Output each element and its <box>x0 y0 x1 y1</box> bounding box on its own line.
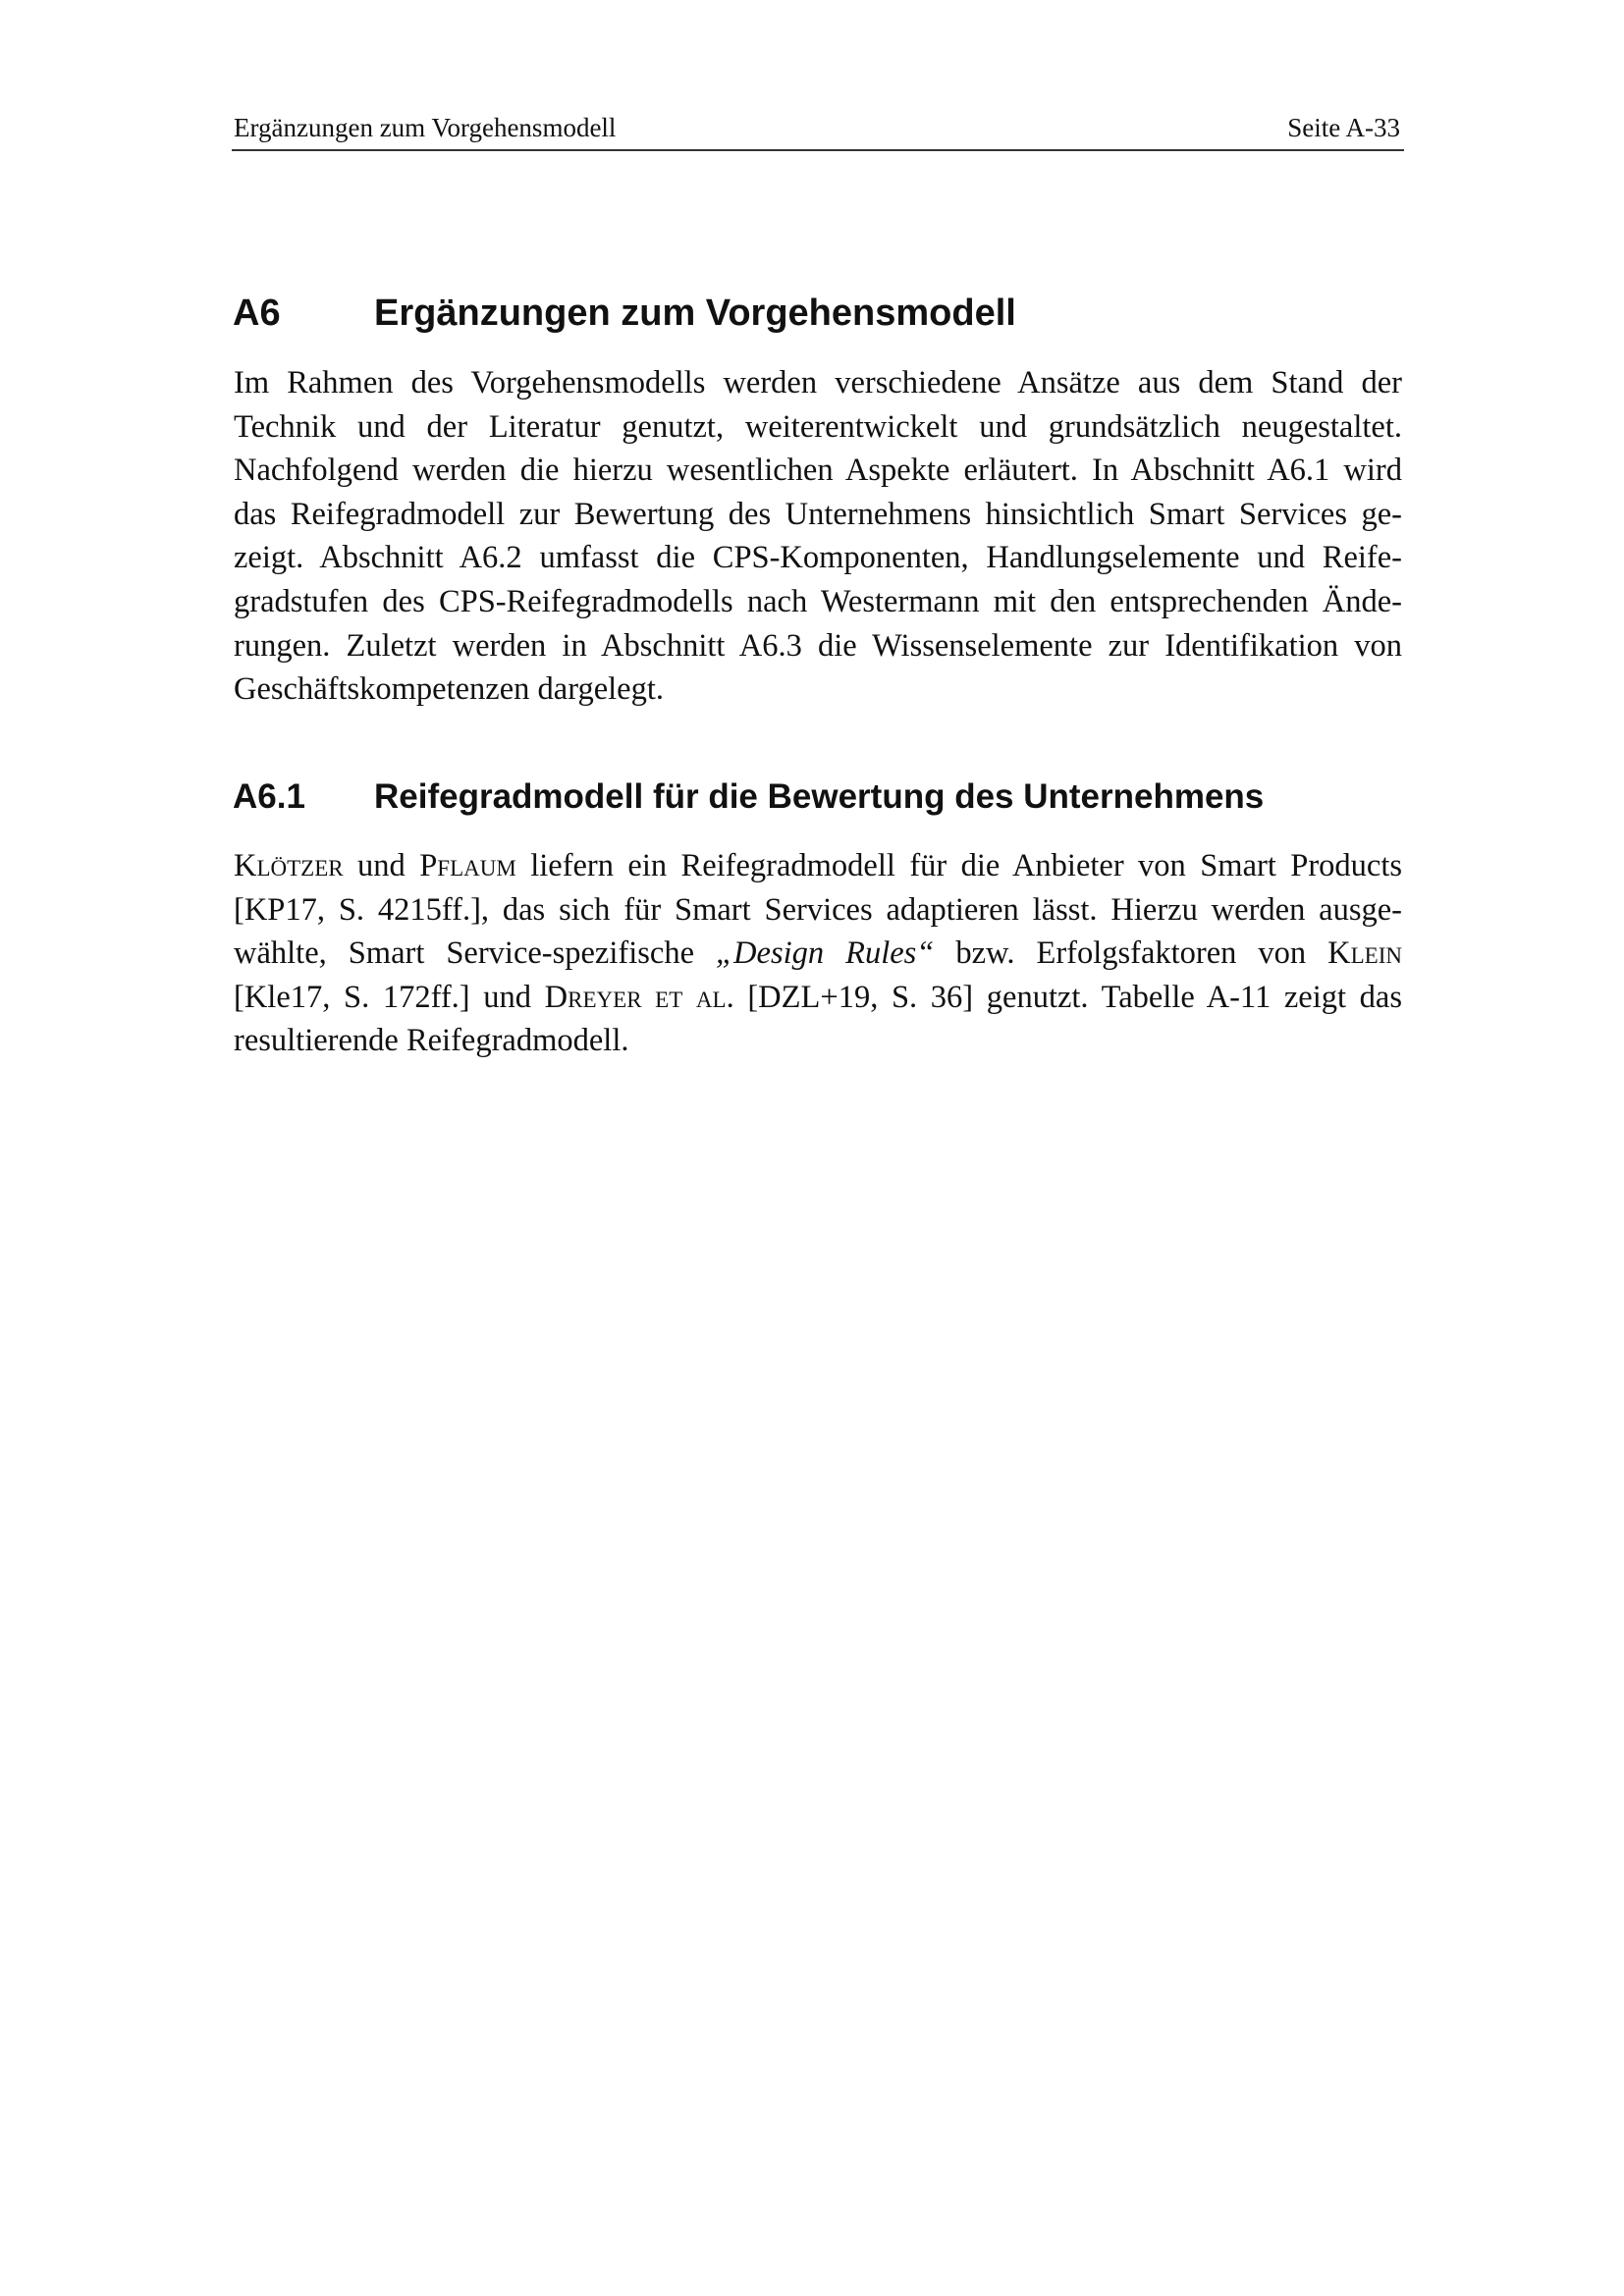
paragraph-line: Technik und der Literatur genutzt, weiterentwickelt und grundsätzlich neugestaltet. <box>234 408 1402 445</box>
paragraph-line: gradstufen des CPS-Reifegradmodells nach Westermann mit den entsprechenden Ände- <box>234 583 1402 619</box>
paragraph-line <box>234 976 1402 1020</box>
paragraph-line <box>234 932 1402 976</box>
italic-term: „Design Rules“ <box>715 935 935 972</box>
paragraph-line: Geschäftskompetenzen dargelegt. <box>234 671 664 708</box>
section-number: A6 <box>233 293 281 334</box>
subsection-title: Reifegradmodell für die Bewertung des Unternehmens <box>374 777 1265 816</box>
section-heading <box>233 291 1016 336</box>
author-name: Klein <box>1327 935 1402 972</box>
section-intro-paragraph <box>234 361 1402 712</box>
text-fragment: und <box>343 848 420 883</box>
paragraph-line: [KP17, S. 4215ff.], das sich für Smart Services adaptieren lässt. Hierzu werden ausge- <box>234 891 1402 928</box>
text-fragment: [Kle17, S. 172ff.] und <box>234 979 545 1015</box>
subsection-heading <box>233 775 1265 819</box>
running-title: Ergänzungen zum Vorgehensmodell <box>234 113 617 142</box>
text-fragment: liefern ein Reifegradmodell für die Anbieter von Smart Products <box>515 848 1403 883</box>
paragraph-line: rungen. Zuletzt werden in Abschnitt A6.3 die Wissenselemente zur Identifikation von <box>234 627 1402 664</box>
paragraph-line: das Reifegradmodell zur Bewertung des Unternehmens hinsichtlich Smart Services ge- <box>234 496 1402 532</box>
text-fragment: wählte, Smart Service-spezifische <box>234 935 716 972</box>
author-name: Pflaum <box>419 848 516 883</box>
paragraph-line: Nachfolgend werden die hierzu wesentlichen Aspekte erläutert. In Abschnitt A6.1 wird <box>234 453 1402 489</box>
page-header <box>232 106 1404 151</box>
text-fragment: bzw. Erfolgsfaktoren von <box>934 935 1328 972</box>
paragraph-line: resultierende Reifegradmodell. <box>234 1023 629 1059</box>
text-fragment: [DZL+19, S. 36] genutzt. Tabelle A-11 zeigt das <box>733 979 1402 1015</box>
paragraph-line: Im Rahmen des Vorgehensmodells werden verschiedene Ansätze aus dem Stand der <box>234 365 1402 400</box>
section-title: Ergänzungen zum Vorgehensmodell <box>374 293 1016 334</box>
paragraph-line: zeigt. Abschnitt A6.2 umfasst die CPS-Komponenten, Handlungselemente und Reife- <box>234 540 1402 576</box>
page-number: Seite A-33 <box>1287 113 1400 142</box>
subsection-number: A6.1 <box>233 777 305 816</box>
author-name: Klötzer <box>234 848 344 883</box>
paragraph-line <box>234 844 1402 888</box>
author-name: Dreyer et al. <box>544 979 734 1015</box>
subsection-paragraph <box>234 844 1402 1063</box>
